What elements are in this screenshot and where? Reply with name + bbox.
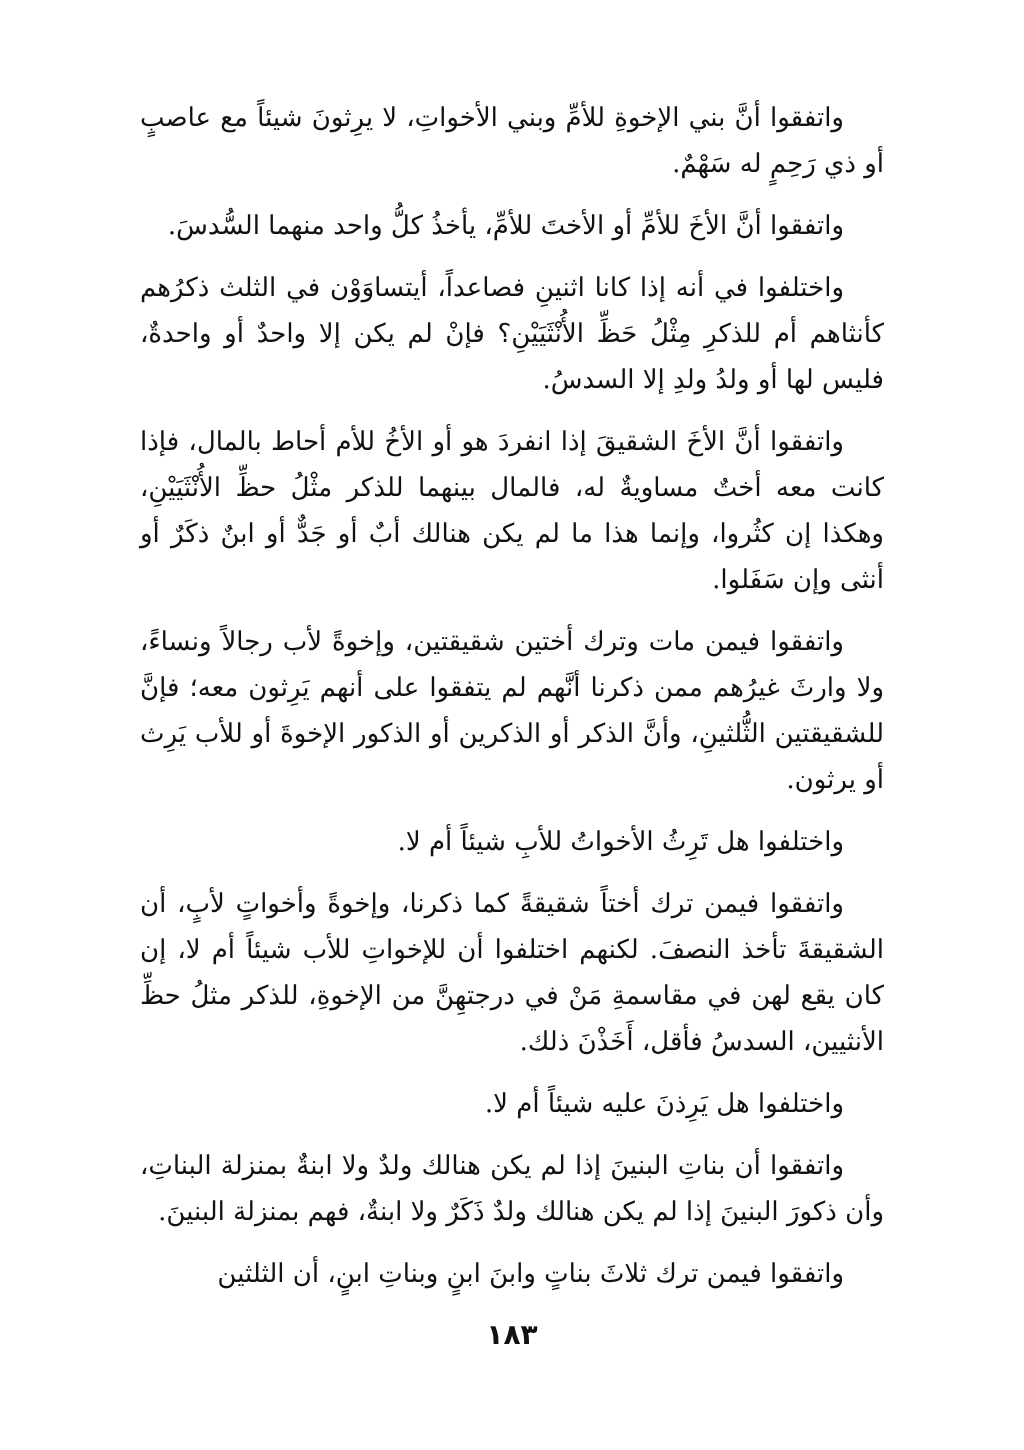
paragraph: واختلفوا في أنه إذا كانا اثنينِ فصاعداً، أيتساوَوْن في الثلث ذكرُهم كأنثاهم أم للذكرِ مِثْلُ حَظِّ الأُنْثَيَيْنِ؟ فإنْ لم يكن إلا واحدٌ أو واحدةٌ، فليس لها أو ولدُ ولدِ إلا السدسُ.: [140, 273, 884, 395]
paragraph: واتفقوا أن بناتِ البنينَ إذا لم يكن هنالك ولدٌ ولا ابنةٌ بمنزلة البناتِ، وأن ذكورَ البنينَ إذا لم يكن هنالك ولدٌ ذَكَرٌ ولا ابنةٌ، فهم بمنزلة البنينَ.: [140, 1151, 884, 1227]
paragraph: واتفقوا فيمن ترك ثلاثَ بناتٍ وابنَ ابنٍ وبناتِ ابنٍ، أن الثلثين: [217, 1259, 844, 1289]
paragraph: واتفقوا أنَّ بني الإخوةِ للأمِّ وبني الأخواتِ، لا يرِثونَ شيئاً مع عاصبٍ أو ذي رَحِمٍ له سَهْمٌ.: [140, 103, 884, 179]
page-number: ١٨٣: [486, 1318, 538, 1351]
paragraph: واتفقوا فيمن ترك أختاً شقيقةً كما ذكرنا، وإخوةً وأخواتٍ لأبٍ، أن الشقيقةَ تأخذ النصفَ. لكنهم اختلفوا أن للإخواتِ للأب شيئاً أم لا، إن كان يقع لهن في مقاسمةِ مَنْ في درجتهِنَّ من الإخوةِ، للذكر مثلُ حظِّ الأنثيين، السدسُ فأقل، أَخَذْنَ ذلك.: [140, 889, 884, 1057]
paragraph: واختلفوا هل تَرِثُ الأخواتُ للأبِ شيئاً أم لا.: [397, 827, 844, 857]
body-text: [140, 95, 884, 1313]
paragraph: واتفقوا أنَّ الأخَ الشقيقَ إذا انفردَ هو أو الأخُ للأم أحاط بالمال، فإذا كانت معه أختٌ مساويةٌ له، فالمال بينهما للذكر مثْلُ حظِّ الأُنْثَيَيْنِ، وهكذا إن كثُروا، وإنما هذا ما لم يكن هنالك أبٌ أو جَدٌّ أو ابنٌ ذكَرٌ أو أنثى وإن سَفَلوا.: [140, 427, 884, 595]
paragraph: واختلفوا هل يَرِذنَ عليه شيئاً أم لا.: [484, 1089, 844, 1119]
paragraph: واتفقوا أنَّ الأخَ للأمِّ أو الأختَ للأمِّ، يأخذُ كلُّ واحد منهما السُّدسَ.: [167, 211, 844, 241]
paragraph: واتفقوا فيمن مات وترك أختين شقيقتين، وإخوةً لأب رجالاً ونساءً، ولا وارثَ غيرُهم ممن ذكرنا أنَّهم لم يتفقوا على أنهم يَرِثون معه؛ فإنَّ للشقيقتين الثُّلثينِ، وأنَّ الذكر أو الذكرين أو الذكور الإخوةَ أو للأب يَرِث أو يرثون.: [140, 627, 884, 795]
